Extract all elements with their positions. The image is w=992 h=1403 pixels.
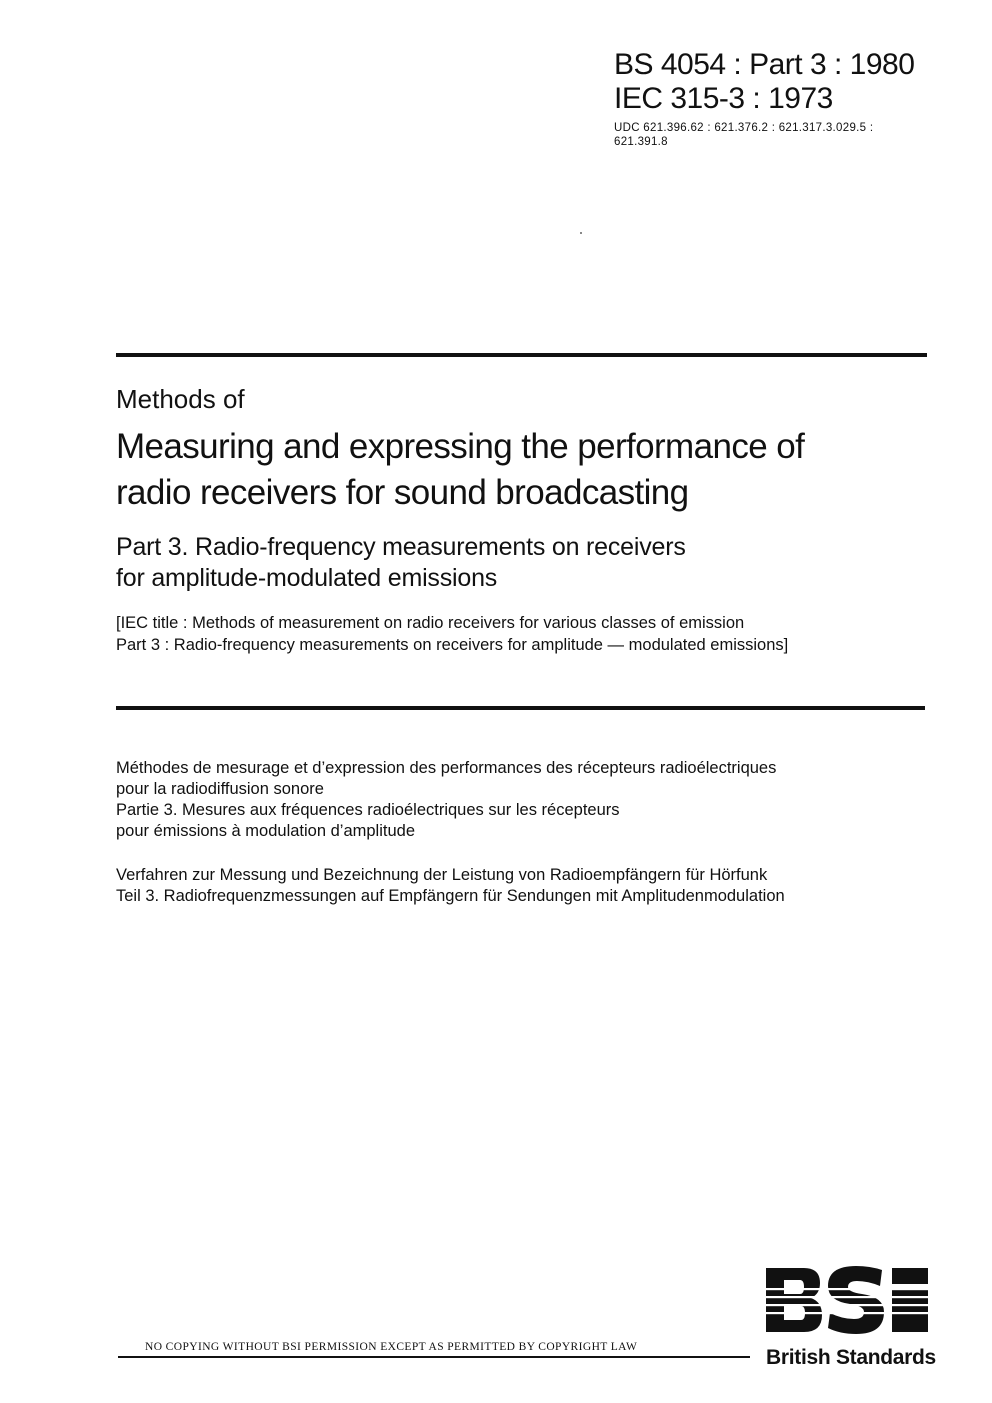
udc-line-2: 621.391.8 — [614, 136, 668, 148]
main-title-line-2: radio receivers for sound broadcasting — [116, 473, 689, 512]
german-title — [116, 865, 936, 907]
main-title-line-1: Measuring and expressing the performance of — [116, 427, 805, 466]
part-title-line-2: for amplitude-modulated emissions — [116, 564, 498, 592]
part-title — [116, 532, 936, 594]
german-title-line-1: Verfahren zur Messung und Bezeichnung der Leistung von Radioempfängern für Hörfunk — [116, 866, 768, 884]
iec-title-line-1: [IEC title : Methods of measurement on radio receivers for various classes of emission — [116, 614, 745, 632]
title-prefix: Methods of — [116, 384, 245, 414]
brand-name: British Standards — [766, 1346, 936, 1369]
udc-line-1: UDC 621.396.62 : 621.376.2 : 621.317.3.029.5 : — [614, 122, 874, 134]
bottom-divider — [116, 706, 925, 710]
french-title-line-1: Méthodes de mesurage et d’expression des performances des récepteurs radioélectriques — [116, 759, 777, 777]
french-title — [116, 758, 936, 842]
french-title-line-4: pour émissions à modulation d’amplitude — [116, 822, 415, 840]
french-title-line-3: Partie 3. Mesures aux fréquences radioélectriques sur les récepteurs — [116, 801, 620, 819]
french-title-line-2: pour la radiodiffusion sonore — [116, 780, 324, 798]
standard-number: BS 4054 : Part 3 : 1980 — [614, 48, 915, 81]
copyright-underline — [118, 1356, 750, 1358]
copyright-notice: NO COPYING WITHOUT BSI PERMISSION EXCEPT AS PERMITTED BY COPYRIGHT LAW — [145, 1341, 638, 1353]
iec-title-line-2: Part 3 : Radio-frequency measurements on receivers for amplitude — modulated emissions] — [116, 636, 789, 654]
scan-speck — [580, 232, 582, 234]
part-title-line-1: Part 3. Radio-frequency measurements on receivers — [116, 533, 686, 561]
german-title-line-2: Teil 3. Radiofrequenzmessungen auf Empfängern für Sendungen mit Amplitudenmodulation — [116, 887, 785, 905]
top-divider — [116, 353, 927, 357]
udc-classification — [614, 121, 944, 149]
iec-number: IEC 315-3 : 1973 — [614, 82, 833, 115]
iec-title — [116, 612, 936, 656]
main-title — [116, 424, 936, 516]
bsi-logo — [764, 1266, 944, 1334]
